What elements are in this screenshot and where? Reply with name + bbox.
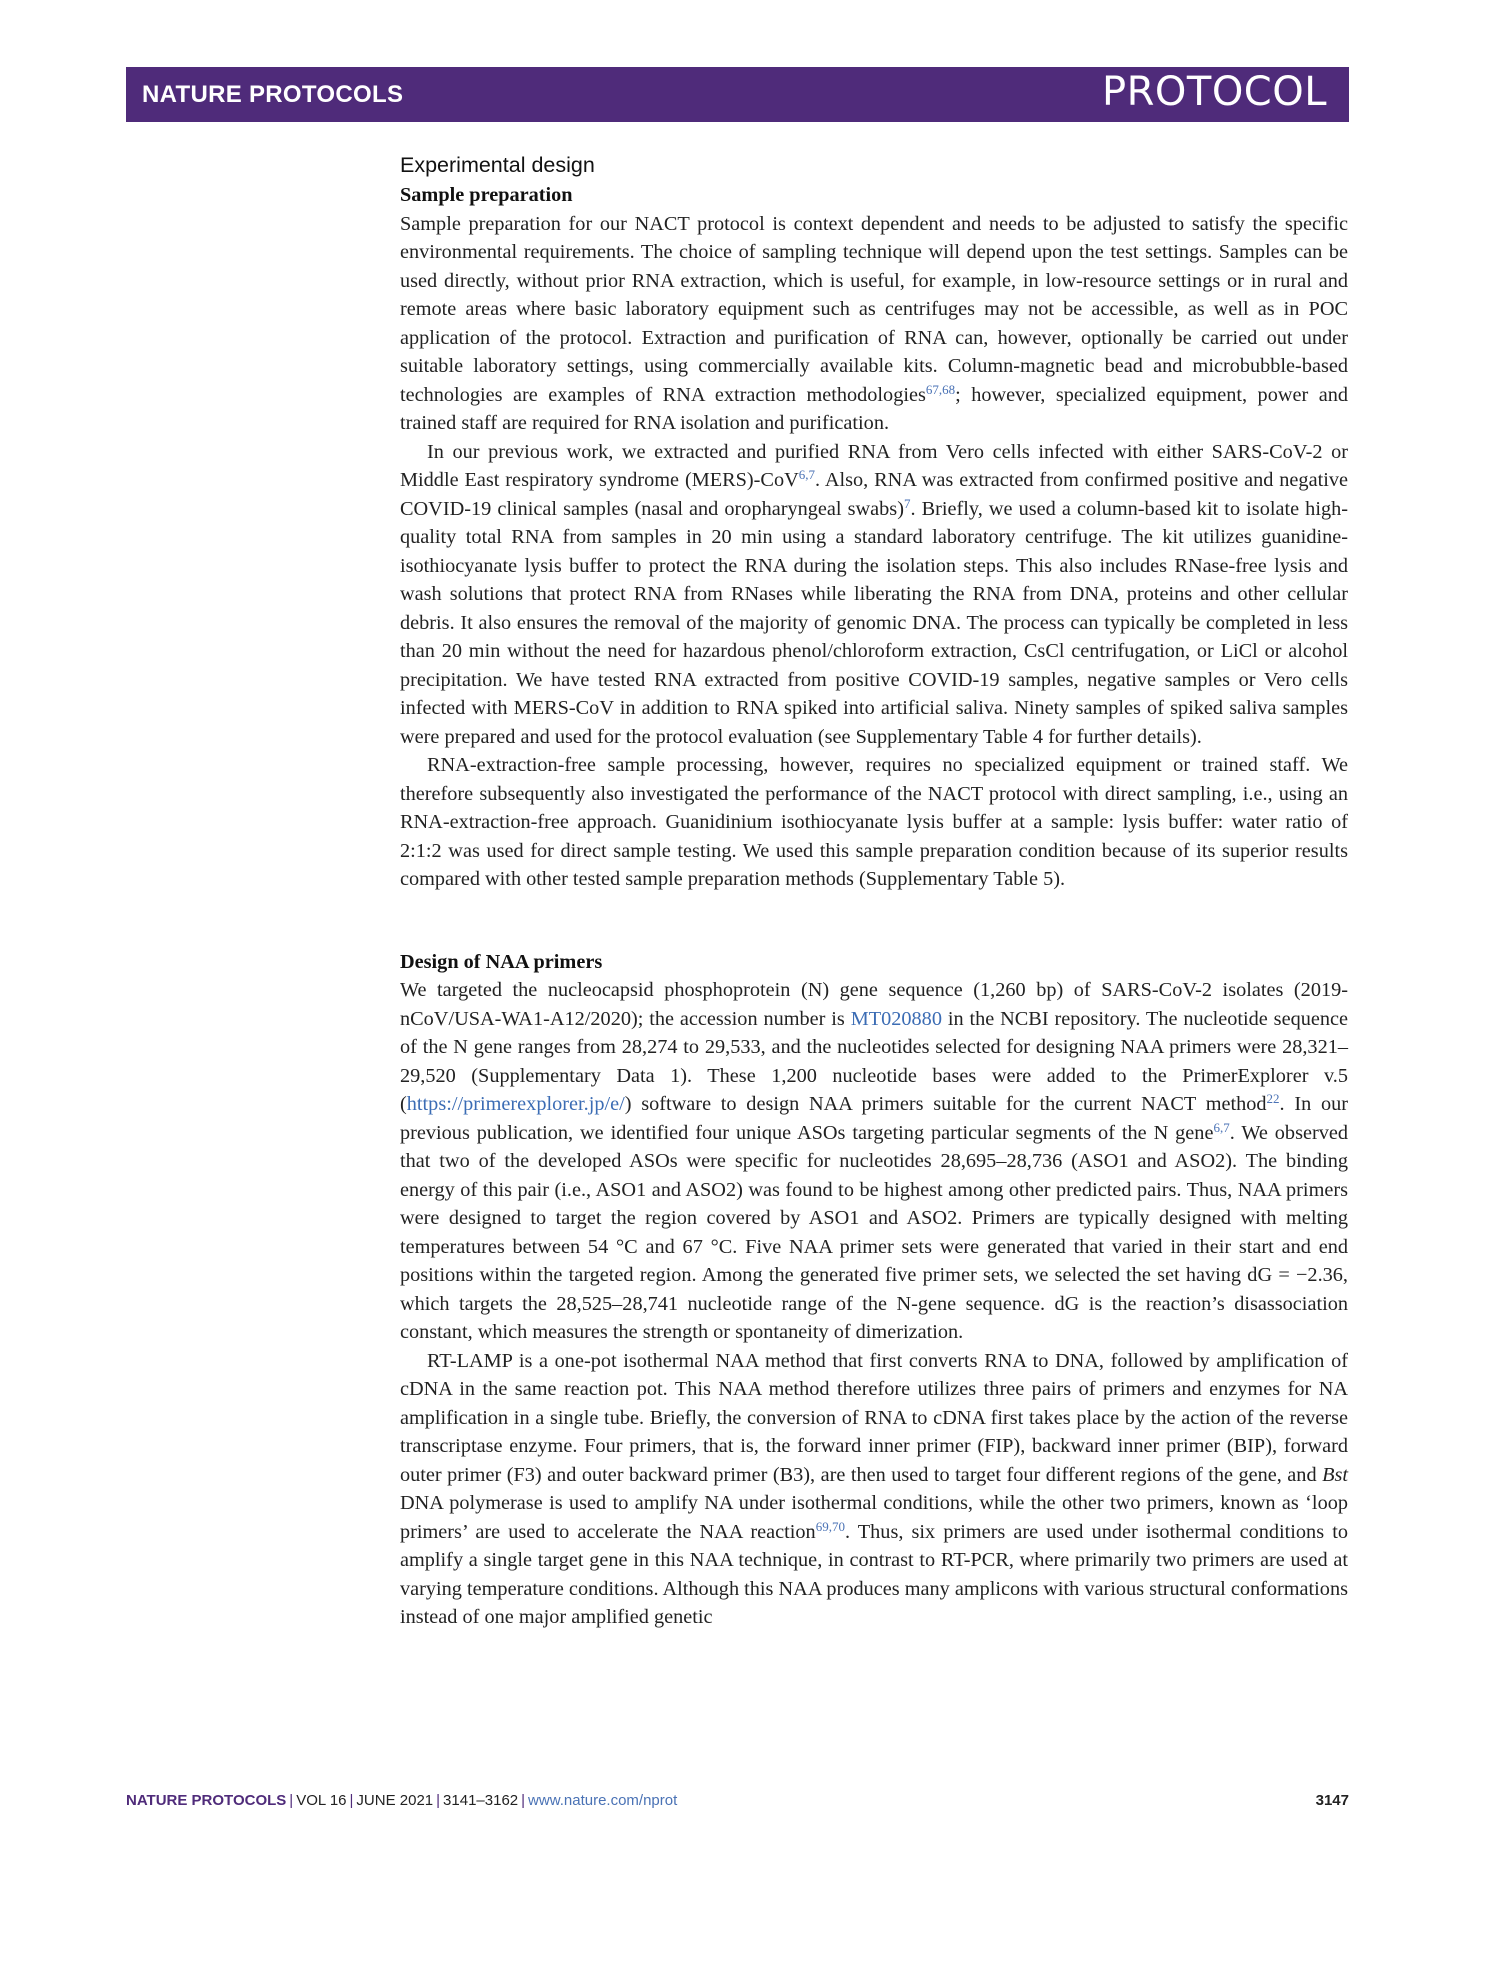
paragraph: We targeted the nucleocapsid phosphoprotein (N) gene sequence (1,260 bp) of SARS-CoV-2 isolates (2019-nCoV/USA-WA1-A12/2020); the accession number is MT020880 in the NCBI repository. The nucleotide sequence of the N gene ranges from 28,274 to 29,533, and the nucleotides selected for designing NAA primers were 28,321–29,520 (Supplementary Data 1). These 1,200 nucleotide bases were added to the PrimerExplorer v.5 (https://primerexplorer.jp/e/) software to design NAA primers suitable for the current NACT method$^{22}$. In our previous publication, we identified four unique ASOs targeting particular segments of the N gene$^{6,7}$. We observed that two of the developed ASOs were specific for nucleotides 28,695–28,736 (ASO1 and ASO2). The binding energy of this pair (i.e., ASO1 and ASO2) was found to be highest among other predicted pairs. Thus, NAA primers were designed to target the region covered by ASO1 and ASO2. Primers are typically designed with melting temperatures between 54 °C and 67 °C. Five NAA primer sets were generated that varied in their start and end positions within the targeted region. Among the generated five primer sets, we selected the set having dG = −2.36, which targets the 28,525–28,741 nucleotide range of the N-gene sequence. dG is the reaction’s disassociation constant, which measures the strength or spontaneity of dimerization. [400, 979, 1349, 1343]
reference-link[interactable]: 67,68 [925, 381, 956, 397]
reference-link[interactable]: 6,7 [1213, 1119, 1230, 1135]
primerexplorer-link[interactable]: https://primerexplorer.jp/e/ [406, 1093, 625, 1115]
page-number: 3147 [1315, 1792, 1349, 1809]
subsection-title-sample-preparation: Sample preparation [400, 184, 573, 206]
subsection-title-primers: Design of NAA primers [400, 950, 603, 973]
reference-link[interactable]: 22 [1266, 1091, 1280, 1106]
footer-journal: NATURE PROTOCOLS [126, 1792, 287, 1809]
reference-link[interactable]: 7 [903, 495, 911, 511]
footer-date: JUNE 2021 [356, 1792, 434, 1809]
footer-volume: VOL 16 [296, 1792, 347, 1809]
page-footer [126, 1792, 1349, 1816]
article-type: PROTOCOL [1101, 69, 1327, 115]
journal-name: NATURE PROTOCOLS [142, 81, 404, 108]
article-body [400, 150, 1348, 1632]
footer-pages: 3141–3162 [443, 1792, 519, 1809]
accession-link[interactable]: MT020880 [850, 1007, 942, 1030]
paragraph: Sample preparation for our NACT protocol is context dependent and needs to be adjusted to satisfy the specific environmental requirements. The choice of sampling technique will depend upon the test settings. Samples can be used directly, without prior RNA extraction, which is useful, for example, in low-resource settings or in rural and remote areas where basic laboratory equipment such as centrifuges may not be accessible, as well as in POC application of the protocol. Extraction and purification of RNA can, however, optionally be carried out under suitable laboratory settings, using commercially available kits. Column-magnetic bead and microbubble-based technologies are examples of RNA extraction methodologies$^{67,68}$; however, specialized equipment, power and trained staff are required for RNA isolation and purification. [400, 212, 1349, 434]
reference-link[interactable]: 69,70 [815, 1518, 845, 1534]
paragraph: In our previous work, we extracted and purified RNA from Vero cells infected with either SARS-CoV-2 or Middle East respiratory syndrome (MERS)-CoV$^{6,7}$. Also, RNA was extracted from confirmed positive and negative COVID-19 clinical samples (nasal and oropharyngeal swabs)$^7$. Briefly, we used a column-based kit to isolate high-quality total RNA from samples in 20 min using a standard laboratory centrifuge. The kit utilizes guanidine-isothiocyanate lysis buffer to protect the RNA during the isolation steps. This also includes RNase-free lysis and wash solutions that protect RNA from RNases while liberating the RNA from DNA, proteins and other cellular debris. It also ensures the removal of the majority of genomic DNA. The process can typically be completed in less than 20 min without the need for hazardous phenol/chloroform extraction, CsCl centrifugation, or LiCl or alcohol precipitation. We have tested RNA extracted from positive COVID-19 samples, negative samples or Vero cells infected with MERS-CoV in addition to RNA spiked into artificial saliva. Ninety samples of spiked saliva samples were prepared and used for the protocol evaluation (see Supplementary Table 4 for further details). [400, 440, 1348, 748]
paragraph: RNA-extraction-free sample processing, however, requires no specialized equipment or trained staff. We therefore subsequently also investigated the performance of the NACT protocol with direct sampling, i.e., using an RNA-extraction-free approach. Guanidinium isothiocyanate lysis buffer at a sample: lysis buffer: water ratio of 2:1:2 was used for direct sample testing. We used this sample preparation condition because of its superior results compared with other tested sample preparation methods (Supplementary Table 5). [400, 754, 1348, 890]
reference-link[interactable]: 6,7 [798, 467, 816, 482]
footer-url-link[interactable]: www.nature.com/nprot [528, 1792, 678, 1809]
paragraph: RT-LAMP is a one-pot isothermal NAA method that first converts RNA to DNA, followed by amplification of cDNA in the same reaction pot. This NAA method therefore utilizes three pairs of primers and enzymes for NA amplification in a single tube. Briefly, the conversion of RNA to cDNA first takes place by the action of the reverse transcriptase enzyme. Four primers, that is, the forward inner primer (FIP), backward inner primer (BIP), forward outer primer (F3) and outer backward primer (B3), are then used to target four different regions of the gene, and Bst DNA polymerase is used to amplify NA under isothermal conditions, while the other two primers, known as ‘loop primers’ are used to accelerate the NAA reaction$^{69,70}$. Thus, six primers are used under isothermal conditions to amplify a single target gene in this NAA technique, in contrast to RT-PCR, where primarily two primers are used at varying temperature conditions. Although this NAA produces many amplicons with various structural conformations instead of one major amplified genetic [400, 1349, 1348, 1628]
section-title: Experimental design [400, 153, 595, 177]
footer-citation: NATURE PROTOCOLS | VOL 16 | JUNE 2021 | 3141–3162 | www.nature.com/nprot [126, 1792, 678, 1809]
header-bar [126, 67, 1349, 122]
